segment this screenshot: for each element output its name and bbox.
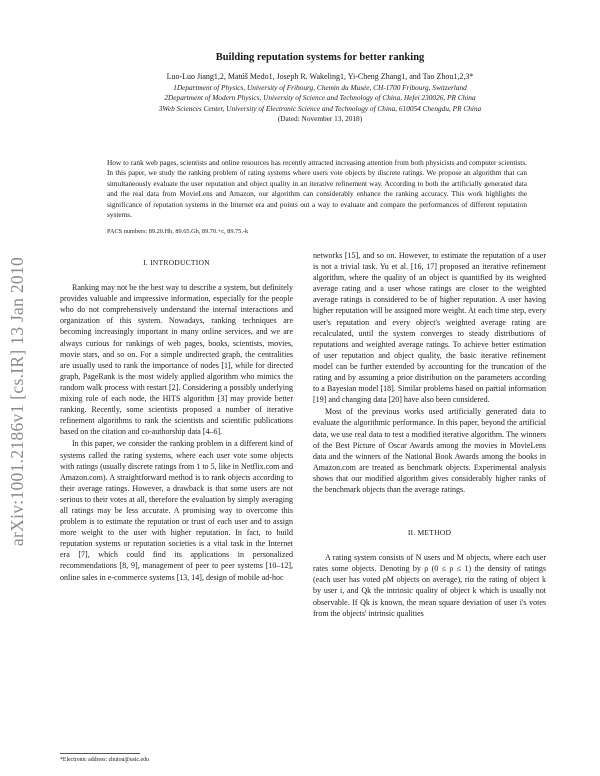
paper-title: Building reputation systems for better ranking: [215, 52, 425, 63]
affiliations: [60, 83, 580, 124]
intro-paragraph-1: Ranking may not be the best way to describe a system, but definitely provides valuable and impressive information, especially for the people who do not comprehensively understand the internal interactions and organization of this system. Nowadays, ranking techniques are becoming increasingly important in many online services, and we are always curious for rankings of web pages, books, scientists, movies, movie stars, and so on. For a simple undirected graph, the centralities are usually used to rank the importance of nodes [1], while for directed graph, PageRank is the most widely applied algorithm who mimics the random walk process with restart [2]. Considering a possibly underlying mixing role of each node, the HITS algorithm [3] may provide better ranking. Recently, some scientists proposed a number of iterative refinement algorithms to rank the scientists and scientific publications based on the citation and co-authorship data [4–6].: [60, 283, 293, 437]
pacs-numbers: PACS numbers: 89.20.Hh, 89.65.Gh, 89.70.+c, 89.75.-k: [107, 228, 249, 235]
footnote-rule: [60, 753, 140, 754]
abstract: How to rank web pages, scientists and online resources has recently attracted increasing attention from both physicists and computer scientists. In this paper, we study the ranking problem of rating systems where users vote objects by discrete ratings. We propose an algorithm that can simultaneously evaluate the user reputation and object quality in an iterative refinement way. According to both the artificially generated data and the real data from MovieLens and Amazon, our algorithm can considerably enhance the ranking accuracy. This work highlights the significance of reputation systems in the Internet era and points out a way to evaluate and compare the performances of different reputation systems.: [107, 158, 527, 220]
right-column: [313, 250, 546, 619]
left-column: [60, 257, 293, 583]
author-list: Luo-Luo Jiang1,2, Matúš Medo1, Joseph R. Wakeling1, Yi-Cheng Zhang1, and Tao Zhou1,2,3*: [166, 72, 474, 81]
method-paragraph-1: A rating system consists of N users and M objects, where each user rates some objects. Denoting by ρ (0 ≤ ρ ≤ 1) the density of ratings (each user has voted ρM objects on average), riα the rating of object k by user i, and Qk the intrinsic quality of object k which is usually not observable. If Qk is known, the mean square deviation of user i's votes from the objects' intrinsic qualities: [313, 553, 546, 618]
section-heading-method: II. METHOD: [407, 528, 452, 538]
affiliation-1: 1Department of Physics, University of Fribourg, Chemin du Musée, CH-1700 Fribourg, Switzerland: [173, 83, 467, 92]
affiliation-3: 3Web Sciences Center, University of Electronic Science and Technology of China, 610054 Chengdu, PR China: [158, 103, 482, 113]
affiliation-2: 2Department of Modern Physics, University of Science and Technology of China, Hefei 230026, PR China: [164, 93, 476, 103]
section-heading-introduction: I. INTRODUCTION: [143, 258, 210, 267]
arxiv-stamp: [3, 236, 33, 566]
intro-paragraph-4: Most of the previous works used artificially generated data to evaluate the algorithmic performance. In this paper, beyond the artificial data, we use real data to test a modified iterative algorithm. The winners of the Best Picture of Oscar Awards among the movies in MovieLens data and the winners of the National Book Awards among the books in Amazon.com are treated as benchmark objects. Experimental analysis shows that our modified algorithm gives considerably higher ranks of the benchmark objects than the average ratings.: [313, 407, 546, 494]
intro-paragraph-2: In this paper, we consider the ranking problem in a different kind of systems called the rating systems, where each user vote some objects with ratings (usually discrete ratings from 1 to 5, like in Netflix.com and Amazon.com). A straightforward method is to rank objects according to their average ratings. However, a drawback is that some users are not serious to their votes at all, therefore the evaluation by simply averaging all ratings may be less accurate. A promising way to overcome this problem is to estimate the reputation or trust of each user and to assign more weight to the user with higher reputation. In fact, to build reputation systems or reputation societies is a vital task in the Internet era [7], which could find its applications in personalized recommendations [8, 9], management of peer to peer systems [10–12], online sales in e-commerce systems [13, 14], design of mobile ad-hoc: [60, 439, 293, 582]
footnote-email: *Electronic address: zhutou@ustc.edu: [60, 757, 149, 763]
dated-line: (Dated: November 13, 2018): [277, 113, 363, 123]
arxiv-stamp-text: arXiv:1001.2186v1 [cs.IR] 13 Jan 2010: [7, 256, 28, 546]
intro-paragraph-3: networks [15], and so on. However, to estimate the reputation of a user is not a trivial task. Yu et al. [16, 17] proposed an iterative refinement algorithm, where the quality of an object is quantified by its weighted average rating and a user whose ratings are closer to the weighted average ratings is considered to be of higher reputation. A user having higher reputation will be assigned more weight. At each time step, every user's reputation and every object's weighted average rating are recalculated, until the system converges to steady distributions of reputations and weighted average ratings. To achieve better estimation of user reputation and object quality, the basic iterative refinement model can be further extended by accounting for the truncation of the rating and by assuming a prior distribution on the parameters according to a Bayesian model [18]. Similar problems based on partial information [19] and changing data [20] have also been considered.: [313, 251, 546, 405]
